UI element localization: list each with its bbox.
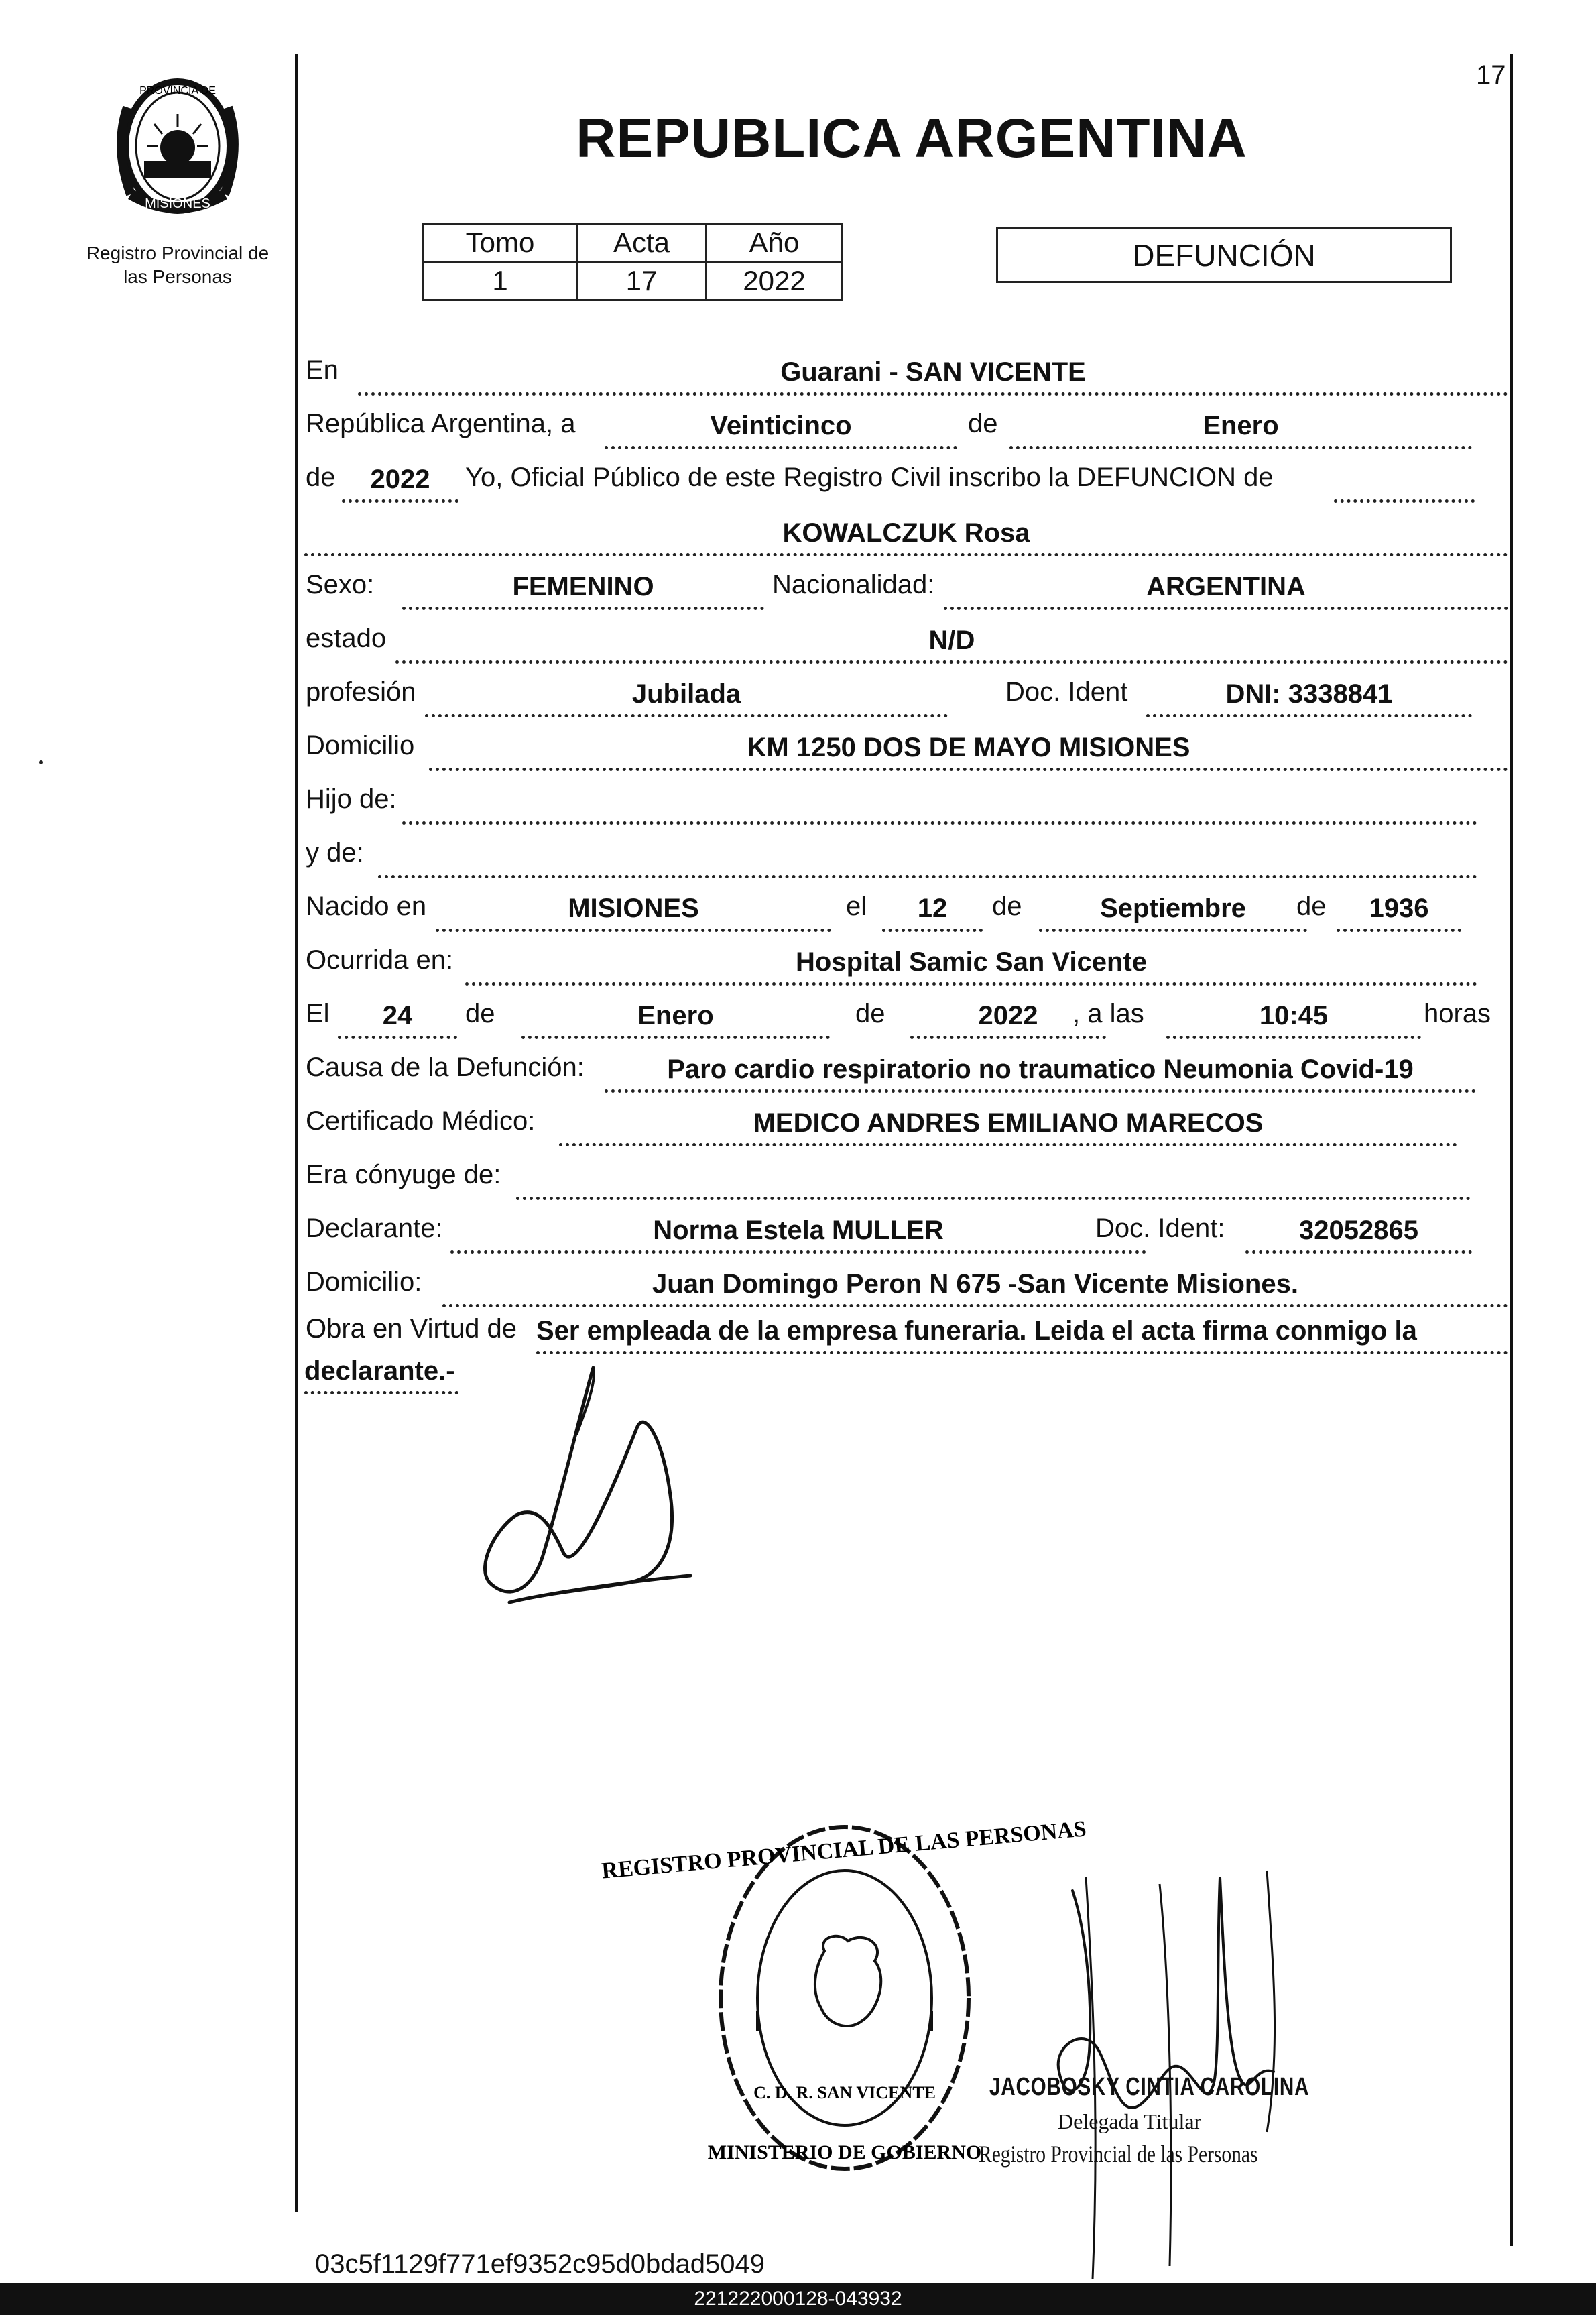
reference-header-row <box>424 224 843 262</box>
conyuge-label: Era cónyuge de: <box>306 1160 501 1189</box>
year-value: 2022 <box>342 462 458 503</box>
de-label: de <box>968 409 998 438</box>
yde-value <box>378 837 1477 878</box>
obra-label: Obra en Virtud de <box>306 1314 517 1344</box>
birth-day-value: 12 <box>882 891 983 932</box>
certificado-label: Certificado Médico: <box>306 1106 536 1136</box>
death-time-value: 10:45 <box>1166 998 1421 1039</box>
row-spouse <box>304 1157 1511 1200</box>
en-label: En <box>306 355 339 385</box>
row-address <box>304 728 1511 771</box>
official-role: Delegada Titular <box>1058 2109 1202 2133</box>
causa-value: Paro cardio respiratorio no traumatico Neumonia Covid-19 <box>605 1052 1476 1093</box>
certificado-value: MEDICO ANDRES EMILIANO MARECOS <box>559 1106 1457 1146</box>
registry-caption <box>74 241 282 288</box>
domicilio-value: KM 1250 DOS DE MAYO MISIONES <box>429 730 1508 771</box>
row-profession <box>304 674 1511 717</box>
republic-label: República Argentina, a <box>306 409 576 438</box>
el-label: el <box>846 892 867 921</box>
row-sex-nationality <box>304 567 1511 610</box>
conyuge-value <box>516 1159 1471 1200</box>
row-civil-status <box>304 621 1511 664</box>
doc-value: DNI: 3338841 <box>1146 676 1472 717</box>
row-death-datetime <box>304 996 1511 1039</box>
row-and-of <box>304 835 1511 878</box>
emblem-bottom-text: MISIONES <box>145 196 210 211</box>
profesion-value: Jubilada <box>425 676 948 717</box>
horas-label: horas <box>1424 999 1491 1028</box>
row-statement <box>304 460 1511 503</box>
domicilio-label: Domicilio <box>306 731 415 760</box>
declarant-signature <box>469 1361 724 1629</box>
left-margin-rule <box>295 54 298 2212</box>
tomo-value: 1 <box>424 262 577 300</box>
obra-value-line2: declarante.- <box>304 1354 458 1394</box>
registry-caption-line: las Personas <box>123 266 232 287</box>
stamp-inner-text: C. D. R. SAN VICENTE <box>753 2083 936 2102</box>
domicilio2-value: Juan Domingo Peron N 675 -San Vicente Misiones. <box>442 1266 1508 1307</box>
row-reason <box>304 1311 1511 1354</box>
nacionalidad-value: ARGENTINA <box>944 569 1508 610</box>
estado-label: estado <box>306 624 387 653</box>
row-place <box>304 353 1511 396</box>
nacionalidad-label: Nacionalidad: <box>772 570 935 599</box>
profesion-label: profesión <box>306 677 416 707</box>
official-name: JACOBOSKY CINTIA CAROLINA <box>989 2073 1310 2101</box>
emblem-top-text: PROVINCIA DE <box>139 85 216 97</box>
provincial-emblem <box>101 67 255 221</box>
birth-month-value: Septiembre <box>1039 891 1307 932</box>
obra-value-line1: Ser empleada de la empresa funeraria. Leida el acta firma conmigo la <box>536 1313 1508 1354</box>
row-death-place <box>304 943 1511 986</box>
day-words-value: Veinticinco <box>605 408 957 449</box>
death-year-value: 2022 <box>910 998 1106 1039</box>
official-office: Registro Provincial de las Personas <box>979 2141 1258 2168</box>
page-number: 17 <box>1476 60 1506 90</box>
hijo-value <box>402 784 1477 825</box>
deceased-name: KOWALCZUK Rosa <box>304 516 1508 556</box>
el-label: El <box>306 999 330 1028</box>
tomo-header: Tomo <box>424 224 577 262</box>
birth-place-value: MISIONES <box>436 891 831 932</box>
de-label: de <box>1296 892 1327 921</box>
nacido-label: Nacido en <box>306 892 427 921</box>
reference-value-row <box>424 262 843 300</box>
birth-year-value: 1936 <box>1337 891 1461 932</box>
row-cause <box>304 1050 1511 1093</box>
statement-text: Yo, Oficial Público de este Registro Civil inscribo la DEFUNCION de <box>465 463 1274 492</box>
official-stamp <box>601 1810 1088 2186</box>
month-value: Enero <box>1009 408 1472 449</box>
estado-value: N/D <box>395 623 1508 664</box>
ocurrida-label: Ocurrida en: <box>306 945 454 975</box>
anio-header: Año <box>707 224 843 262</box>
stamp-ring-bottom: MINISTERIO DE GOBIERNO <box>707 2141 982 2163</box>
stamp-ring-top: REGISTRO PROVINCIAL DE LAS PERSONAS <box>601 1816 1088 1884</box>
footer-code: 221222000128-043932 <box>0 2283 1596 2315</box>
de-label: de <box>992 892 1022 921</box>
de-label: de <box>465 999 495 1028</box>
doc2-label: Doc. Ident: <box>1095 1213 1225 1243</box>
declarante-value: Norma Estela MULLER <box>450 1213 1146 1254</box>
death-month-value: Enero <box>521 998 830 1039</box>
alas-label: , a las <box>1072 999 1144 1028</box>
anio-value: 2022 <box>707 262 843 300</box>
row-deceased <box>304 514 1511 556</box>
scan-speck <box>39 760 43 764</box>
hijo-label: Hijo de: <box>306 784 397 814</box>
acta-header: Acta <box>577 224 707 262</box>
causa-label: Causa de la Defunción: <box>306 1053 585 1082</box>
de-label: de <box>855 999 885 1028</box>
ocurrida-value: Hospital Samic San Vicente <box>465 945 1477 986</box>
row-certificate <box>304 1104 1511 1146</box>
reference-table <box>422 223 843 301</box>
row-birth <box>304 889 1511 932</box>
registry-caption-line: Registro Provincial de <box>86 243 269 263</box>
official-signature <box>985 1850 1334 2293</box>
declarante-label: Declarante: <box>306 1213 443 1243</box>
document-hash: 03c5f1129f771ef9352c95d0bdad5049 <box>315 2249 765 2279</box>
record-type-box: DEFUNCIÓN <box>996 227 1452 283</box>
document-title: REPUBLICA ARGENTINA <box>576 108 1247 169</box>
row-child-of <box>304 782 1511 825</box>
place-value: Guarani - SAN VICENTE <box>358 355 1508 396</box>
de-label: de <box>306 463 336 492</box>
doc2-value: 32052865 <box>1245 1213 1472 1254</box>
row-declarant-address <box>304 1264 1511 1307</box>
domicilio2-label: Domicilio: <box>306 1267 422 1297</box>
statement-blank <box>1334 462 1475 503</box>
death-day-value: 24 <box>338 998 457 1039</box>
sexo-label: Sexo: <box>306 570 375 599</box>
sexo-value: FEMENINO <box>402 569 764 610</box>
acta-value: 17 <box>577 262 707 300</box>
row-date <box>304 406 1511 449</box>
row-declarant <box>304 1211 1511 1254</box>
yde-label: y de: <box>306 838 364 868</box>
doc-label: Doc. Ident <box>1005 677 1128 707</box>
